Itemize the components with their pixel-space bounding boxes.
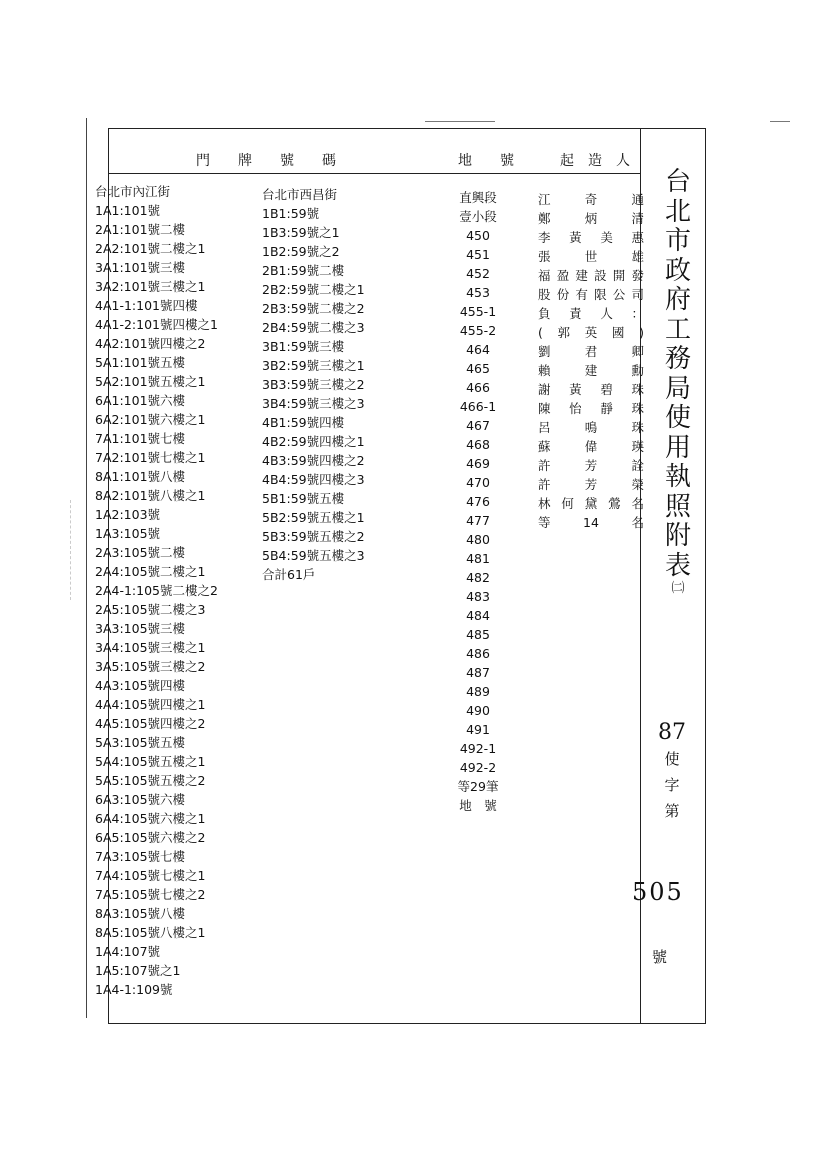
address-row: 6A4:105號六樓之1 [95,811,206,826]
address-row: 1B3:59號之1 [262,225,340,240]
address-column-neijiang [95,182,218,999]
permit-serial: 505 [632,878,684,906]
builder-char: 通 [631,192,644,207]
address-row: 5A4:105號五樓之1 [95,754,206,769]
address-row: 1B1:59號 [262,206,320,221]
title-char: 使 [664,403,691,433]
address-row: 4A5:105號四樓之2 [95,716,206,731]
builder-char: 張 [538,249,551,264]
builder-char: 珠 [631,401,644,416]
address-row: 4B1:59號四樓 [262,415,345,430]
builder-char: 份 [556,287,570,302]
address-row: 3A1:101號三樓 [95,260,186,275]
address-row: 2B1:59號二樓 [262,263,345,278]
builder-char: 偉 [584,439,598,454]
builder-char: 黃 [569,382,582,397]
builder-char: 司 [631,287,644,302]
builder-char: 發 [631,268,644,283]
builder-char: 惠 [631,230,644,245]
builder-char: 怡 [569,401,582,416]
address-row: 4A2:101號四樓之2 [95,336,206,351]
builder-char: 許 [538,477,551,492]
address-row: 2A1:101號二樓 [95,222,186,237]
builder-char: 建 [575,268,588,283]
address-row: 8A1:101號八樓 [95,469,186,484]
builder-row [538,418,644,437]
land-number-row: 469 [466,456,490,471]
builder-row [538,399,644,418]
scan-edge-line [86,118,87,1018]
address-row: 7A2:101號七樓之1 [95,450,206,465]
address-row: 4A3:105號四樓 [95,678,186,693]
builder-char: 卿 [631,344,644,359]
address-row: 4A4:105號四樓之1 [95,697,206,712]
builder-char: 黃 [569,230,582,245]
builder-row [538,228,644,247]
land-number-row: 468 [466,437,490,452]
builder-row [538,190,644,209]
builder-row [538,342,644,361]
address-row: 2B2:59號二樓之1 [262,282,365,297]
land-number-row: 450 [466,228,490,243]
address-row: 3A2:101號三樓之1 [95,279,206,294]
address-row: 1A5:107號之1 [95,963,181,978]
permit-char-3: 第 [664,802,680,820]
address-row: 5A3:105號五樓 [95,735,186,750]
address-row: 3B1:59號三樓 [262,339,345,354]
builder-char: 謝 [538,382,551,397]
title-char: 務 [664,344,691,374]
land-number-row: 490 [466,703,490,718]
builder-char: 炳 [584,211,598,226]
header-builder: 起 造 人 [560,153,630,169]
land-number-row: 489 [466,684,490,699]
address-row: 1A2:103號 [95,507,161,522]
address-row: 6A2:101號六樓之1 [95,412,206,427]
builder-char: 人 [600,306,613,321]
builder-char: 瑛 [631,439,644,454]
builder-char: 榮 [631,477,644,492]
builder-char: 珠 [631,382,644,397]
land-number-row: 451 [466,247,490,262]
header-land-number: 地 號 [458,153,514,169]
land-number-row: 476 [466,494,490,509]
address-row: 1B2:59號之2 [262,244,340,259]
land-number-row: 壹小段 [459,209,497,224]
land-number-row: 486 [466,646,490,661]
address-row: 1A1:101號 [95,203,161,218]
builder-char: 限 [594,287,607,302]
land-number-row: 452 [466,266,490,281]
builder-char: 芳 [584,477,598,492]
builder-char: 名 [631,515,644,530]
address-row: 2B4:59號二樓之3 [262,320,365,335]
land-number-row: 464 [466,342,490,357]
builder-char: 美 [600,230,613,245]
land-number-row: 466-1 [459,399,497,414]
builder-column [538,190,644,532]
title-char: 用 [664,432,691,463]
builder-char: 股 [538,287,551,302]
permit-block [650,720,694,824]
builder-row [538,513,644,532]
builder-char: 君 [584,344,598,359]
builder-char: 盈 [556,268,570,283]
title-suffix: ㈡ [671,581,685,596]
land-number-row: 453 [466,285,490,300]
side-stamp-mark [70,500,83,600]
builder-char: 等 [538,515,551,530]
address-row: 4B3:59號四樓之2 [262,453,365,468]
builder-char: 雄 [631,249,644,264]
land-number-row: 直興段 [459,190,497,205]
title-char: 市 [664,226,691,256]
land-number-row: 482 [466,570,490,585]
header-door-number: 門 牌 號 碼 [196,153,336,169]
builder-char: 福 [538,268,551,283]
address-row: 5A5:105號五樓之2 [95,773,206,788]
builder-char: 何 [561,496,574,511]
land-number-row: 455-2 [459,323,497,338]
vertical-title [660,168,696,597]
address-column-xichang [262,185,365,584]
builder-char: 負 [538,306,551,321]
builder-char: 勳 [631,363,644,378]
address-row: 4B4:59號四樓之3 [262,472,365,487]
address-row: 6A5:105號六樓之2 [95,830,206,845]
address-row: 8A3:105號八樓 [95,906,186,921]
builder-char: 建 [584,363,598,378]
title-char: 政 [664,255,691,286]
builder-char: 靜 [600,401,613,416]
address-row: 8A2:101號八樓之1 [95,488,206,503]
builder-char: 責 [569,306,582,321]
address-row: 1A3:105號 [95,526,161,541]
land-number-row: 455-1 [459,304,497,319]
builder-row [538,475,644,494]
address-row: 4A1-1:101號四樓 [95,298,198,313]
address-row: 8A5:105號八樓之1 [95,925,206,940]
builder-char: 李 [538,230,551,245]
title-char: 表 [664,550,691,581]
title-char: 工 [664,314,691,345]
permit-char-1: 使 [664,750,680,768]
builder-row [538,285,644,304]
land-number-row: 466 [466,380,490,395]
builder-char: 劉 [538,344,551,359]
builder-char: 開 [612,268,626,283]
header-divider [108,173,641,174]
address-row: 5B3:59號五樓之2 [262,529,365,544]
builder-char: 黛 [584,496,598,511]
address-row: 5B1:59號五樓 [262,491,345,506]
builder-char: 賴 [538,363,551,378]
land-number-row: 485 [466,627,490,642]
builder-char: 清 [631,211,644,226]
permit-end-char: 號 [652,948,668,966]
scan-artifact [770,121,790,122]
builder-char: 詮 [631,458,644,473]
builder-char: 鶯 [608,496,621,511]
builder-row [538,209,644,228]
land-number-row: 地 號 [459,798,497,813]
address-row: 7A3:105號七樓 [95,849,186,864]
builder-char: 有 [575,287,588,302]
address-row: 5B2:59號五樓之1 [262,510,365,525]
address-row: 7A1:101號七樓 [95,431,186,446]
builder-char: 公 [612,287,626,302]
title-char: 照 [664,491,691,522]
title-char: 北 [664,196,691,227]
address-row: 4A1-2:101號四樓之1 [95,317,218,332]
permit-year: 87 [658,720,686,745]
title-char: 執 [664,462,691,492]
scan-artifact [425,121,495,122]
builder-char: 郭 [557,325,571,340]
land-number-row: 480 [466,532,490,547]
permit-char-2: 字 [664,776,680,794]
address-row: 5A2:101號五樓之1 [95,374,206,389]
address-row: 3A4:105號三樓之1 [95,640,206,655]
builder-char: 芳 [584,458,598,473]
land-number-row: 465 [466,361,490,376]
builder-row [538,266,644,285]
builder-row [538,437,644,456]
land-number-row: 484 [466,608,490,623]
builder-char: 許 [538,458,551,473]
builder-char: 設 [594,268,607,283]
builder-char: 蘇 [538,439,551,454]
address-row: 2A2:101號二樓之1 [95,241,206,256]
land-number-row: 477 [466,513,490,528]
builder-char: ( [538,325,543,340]
land-number-row: 467 [466,418,490,433]
builder-char: 鳴 [584,420,598,435]
builder-char: 英 [584,325,598,340]
address-row: 3A3:105號三樓 [95,621,186,636]
land-number-row: 491 [466,722,490,737]
address-row: 2A5:105號二樓之3 [95,602,206,617]
builder-char: 珠 [631,420,644,435]
title-char: 附 [664,521,691,551]
land-number-row: 481 [466,551,490,566]
builder-char: 碧 [600,382,613,397]
land-number-row: 487 [466,665,490,680]
address-row: 6A1:101號六樓 [95,393,186,408]
address-row: 6A3:105號六樓 [95,792,186,807]
address-row: 2A3:105號二樓 [95,545,186,560]
builder-char: 林 [538,496,551,511]
address-row: 3B4:59號三樓之3 [262,396,365,411]
builder-char: ) [639,325,644,340]
builder-char: 陳 [538,401,551,416]
builder-char: ： [631,306,644,321]
builder-row [538,456,644,475]
land-number-row: 492-1 [459,741,497,756]
builder-char: 呂 [538,420,551,435]
builder-char: 14 [583,515,599,530]
builder-row [538,361,644,380]
address-row: 合計61戶 [262,567,316,582]
address-row: 1A4:107號 [95,944,161,959]
address-row: 台北市西昌街 [262,187,338,202]
address-row: 4B2:59號四樓之1 [262,434,365,449]
builder-char: 奇 [584,192,598,207]
land-number-row: 470 [466,475,490,490]
land-number-row: 等29筆 [457,779,499,794]
builder-char: 鄭 [538,211,551,226]
builder-char: 江 [538,192,551,207]
address-row: 7A5:105號七樓之2 [95,887,206,902]
builder-row [538,494,644,513]
land-number-row: 483 [466,589,490,604]
address-row: 3B2:59號三樓之1 [262,358,365,373]
address-row: 3B3:59號三樓之2 [262,377,365,392]
builder-char: 名 [631,496,644,511]
builder-row [538,323,644,342]
address-row: 1A4-1:109號 [95,982,173,997]
builder-row [538,380,644,399]
builder-char: 世 [584,249,598,264]
builder-row [538,247,644,266]
address-row: 7A4:105號七樓之1 [95,868,206,883]
address-row: 2A4-1:105號二樓之2 [95,583,218,598]
land-number-row: 492-2 [459,760,497,775]
address-row: 5A1:101號五樓 [95,355,186,370]
title-char: 府 [664,285,691,315]
land-number-column [440,188,516,815]
builder-row [538,304,644,323]
address-row: 2A4:105號二樓之1 [95,564,206,579]
address-row: 台北市內江街 [95,184,171,199]
address-row: 3A5:105號三樓之2 [95,659,206,674]
address-row: 2B3:59號二樓之2 [262,301,365,316]
title-char: 台 [664,167,691,197]
title-char: 局 [664,373,691,404]
builder-char: 國 [611,325,625,340]
address-row: 5B4:59號五樓之3 [262,548,365,563]
